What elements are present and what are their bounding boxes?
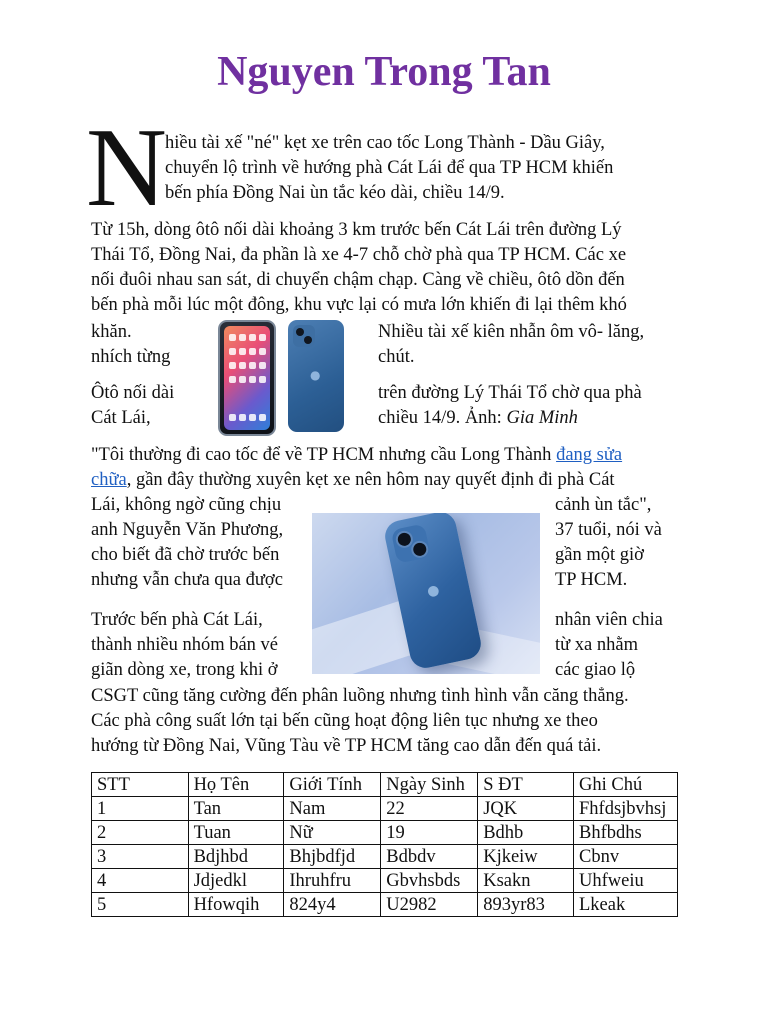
- table-cell: Cbnv: [574, 845, 678, 869]
- table-header-cell: Giới Tính: [284, 773, 381, 797]
- table-row: [92, 845, 678, 869]
- paragraph-line: Trước bến phà Cát Lái,: [91, 610, 263, 630]
- intro-line: hiều tài xế "né" kẹt xe trên cao tốc Long Thành - Dầu Giây,: [165, 133, 605, 153]
- table-cell: Lkeak: [574, 893, 678, 917]
- table-cell: Tuan: [188, 821, 284, 845]
- table-row: [92, 797, 678, 821]
- paragraph-line: Các phà công suất lớn tại bến cũng hoạt động liên tục nhưng xe theo: [91, 711, 598, 731]
- paragraph-line: khăn.: [91, 322, 132, 342]
- table-row: [92, 821, 678, 845]
- paragraph-line: 37 tuổi, nói và: [555, 520, 662, 540]
- apple-logo-icon: ●: [310, 368, 321, 382]
- caption-author: Gia Minh: [506, 408, 578, 428]
- table-cell: Gbvhsbds: [381, 869, 478, 893]
- paragraph-line: nhích từng: [91, 347, 171, 367]
- table-header-row: [92, 773, 678, 797]
- table-cell: JQK: [478, 797, 574, 821]
- table-cell: Jdjedkl: [188, 869, 284, 893]
- table-cell: 5: [92, 893, 189, 917]
- paragraph-line: TP HCM.: [555, 570, 628, 590]
- table-cell: Kjkeiw: [478, 845, 574, 869]
- paragraph-line: chút.: [378, 347, 415, 367]
- paragraph-line: từ xa nhằm: [555, 635, 638, 655]
- paragraph-line: gần một giờ: [555, 545, 644, 565]
- table-cell: 1: [92, 797, 189, 821]
- table-cell: Bhfbdhs: [574, 821, 678, 845]
- table-cell: Bhjbdfjd: [284, 845, 381, 869]
- paragraph-line: Nhiều tài xế kiên nhẫn ôm vô- lăng,: [378, 322, 645, 342]
- table-header-cell: Ghi Chú: [574, 773, 678, 797]
- table-row: [92, 893, 678, 917]
- page-title: Nguyen Trong Tan: [217, 49, 551, 95]
- table-cell: 19: [381, 821, 478, 845]
- table-cell: Nữ: [284, 821, 381, 845]
- table-cell: 893yr83: [478, 893, 574, 917]
- apple-logo-icon: ●: [425, 581, 441, 601]
- caption-line: Ôtô nối dài: [91, 383, 175, 403]
- paragraph-line: Thái Tổ, Đồng Nai, đa phần là xe 4-7 chỗ chờ phà qua TP HCM. Các xe: [91, 245, 627, 265]
- caption-line: trên đường Lý Thái Tổ chờ qua phà: [378, 383, 642, 403]
- paragraph-line: chữa, gần đây thường xuyên kẹt xe nên hôm nay quyết định đi phà Cát: [91, 470, 615, 490]
- paragraph-line: cho biết đã chờ trước bến: [91, 545, 280, 565]
- table-cell: Uhfweiu: [574, 869, 678, 893]
- paragraph-line: Từ 15h, dòng ôtô nối dài khoảng 3 km trước bến Cát Lái trên đường Lý: [91, 220, 622, 240]
- paragraph-line: giãn dòng xe, trong khi ở: [91, 660, 278, 680]
- table-cell: Tan: [188, 797, 284, 821]
- drop-cap: N: [86, 106, 167, 230]
- table-cell: 4: [92, 869, 189, 893]
- table-cell: 2: [92, 821, 189, 845]
- table-cell: Nam: [284, 797, 381, 821]
- paragraph-line: nhưng vẫn chưa qua được: [91, 570, 283, 590]
- paragraph-line: anh Nguyễn Văn Phương,: [91, 520, 284, 540]
- article-link[interactable]: đang sửa: [556, 445, 623, 465]
- article-link[interactable]: chữa: [91, 470, 127, 490]
- intro-line: chuyển lộ trình về hướng phà Cát Lái để qua TP HCM khiến: [165, 158, 614, 178]
- table-cell: Ihruhfru: [284, 869, 381, 893]
- paragraph-line: bến phà mỗi lúc một đông, khu vực lại có mưa lớn khiến đi lại thêm khó: [91, 295, 627, 315]
- table-header-cell: STT: [92, 773, 189, 797]
- table-cell: Fhfdsjbvhsj: [574, 797, 678, 821]
- phone-photo-image: [312, 513, 540, 674]
- table-row: [92, 869, 678, 893]
- table-cell: Bdbdv: [381, 845, 478, 869]
- caption-line: chiều 14/9. Ảnh: Gia Minh: [378, 408, 578, 428]
- phone-back-image: [288, 320, 344, 432]
- info-table: [91, 772, 678, 917]
- table-cell: Ksakn: [478, 869, 574, 893]
- paragraph-line: "Tôi thường đi cao tốc để về TP HCM nhưng cầu Long Thành đang sửa: [91, 445, 623, 465]
- table-header-cell: Họ Tên: [188, 773, 284, 797]
- table-cell: Hfowqih: [188, 893, 284, 917]
- table-header-cell: S ĐT: [478, 773, 574, 797]
- phone-front-image: [218, 320, 276, 436]
- table-cell: Bdhb: [478, 821, 574, 845]
- paragraph-line: hướng từ Đồng Nai, Vũng Tàu về TP HCM tăng cao dẫn đến quá tải.: [91, 736, 602, 756]
- table-cell: U2982: [381, 893, 478, 917]
- paragraph-line: cảnh ùn tắc",: [555, 495, 652, 515]
- paragraph-line: Lái, không ngờ cũng chịu: [91, 495, 282, 515]
- paragraph-line: CSGT cũng tăng cường đến phân luồng nhưng tình hình vẫn căng thẳng.: [91, 686, 629, 706]
- caption-line: Cát Lái,: [91, 408, 151, 428]
- intro-line: bến phía Đồng Nai ùn tắc kéo dài, chiều 14/9.: [165, 183, 505, 203]
- table-cell: 824y4: [284, 893, 381, 917]
- paragraph-line: nối đuôi nhau san sát, di chuyển chậm chạp. Càng về chiều, ôtô dồn đến: [91, 270, 625, 290]
- table-cell: 3: [92, 845, 189, 869]
- paragraph-line: nhân viên chia: [555, 610, 663, 630]
- table-cell: Bdjhbd: [188, 845, 284, 869]
- paragraph-line: thành nhiều nhóm bán vé: [91, 635, 279, 655]
- paragraph-line: các giao lộ: [555, 660, 636, 680]
- table-cell: 22: [381, 797, 478, 821]
- table-header-cell: Ngày Sinh: [381, 773, 478, 797]
